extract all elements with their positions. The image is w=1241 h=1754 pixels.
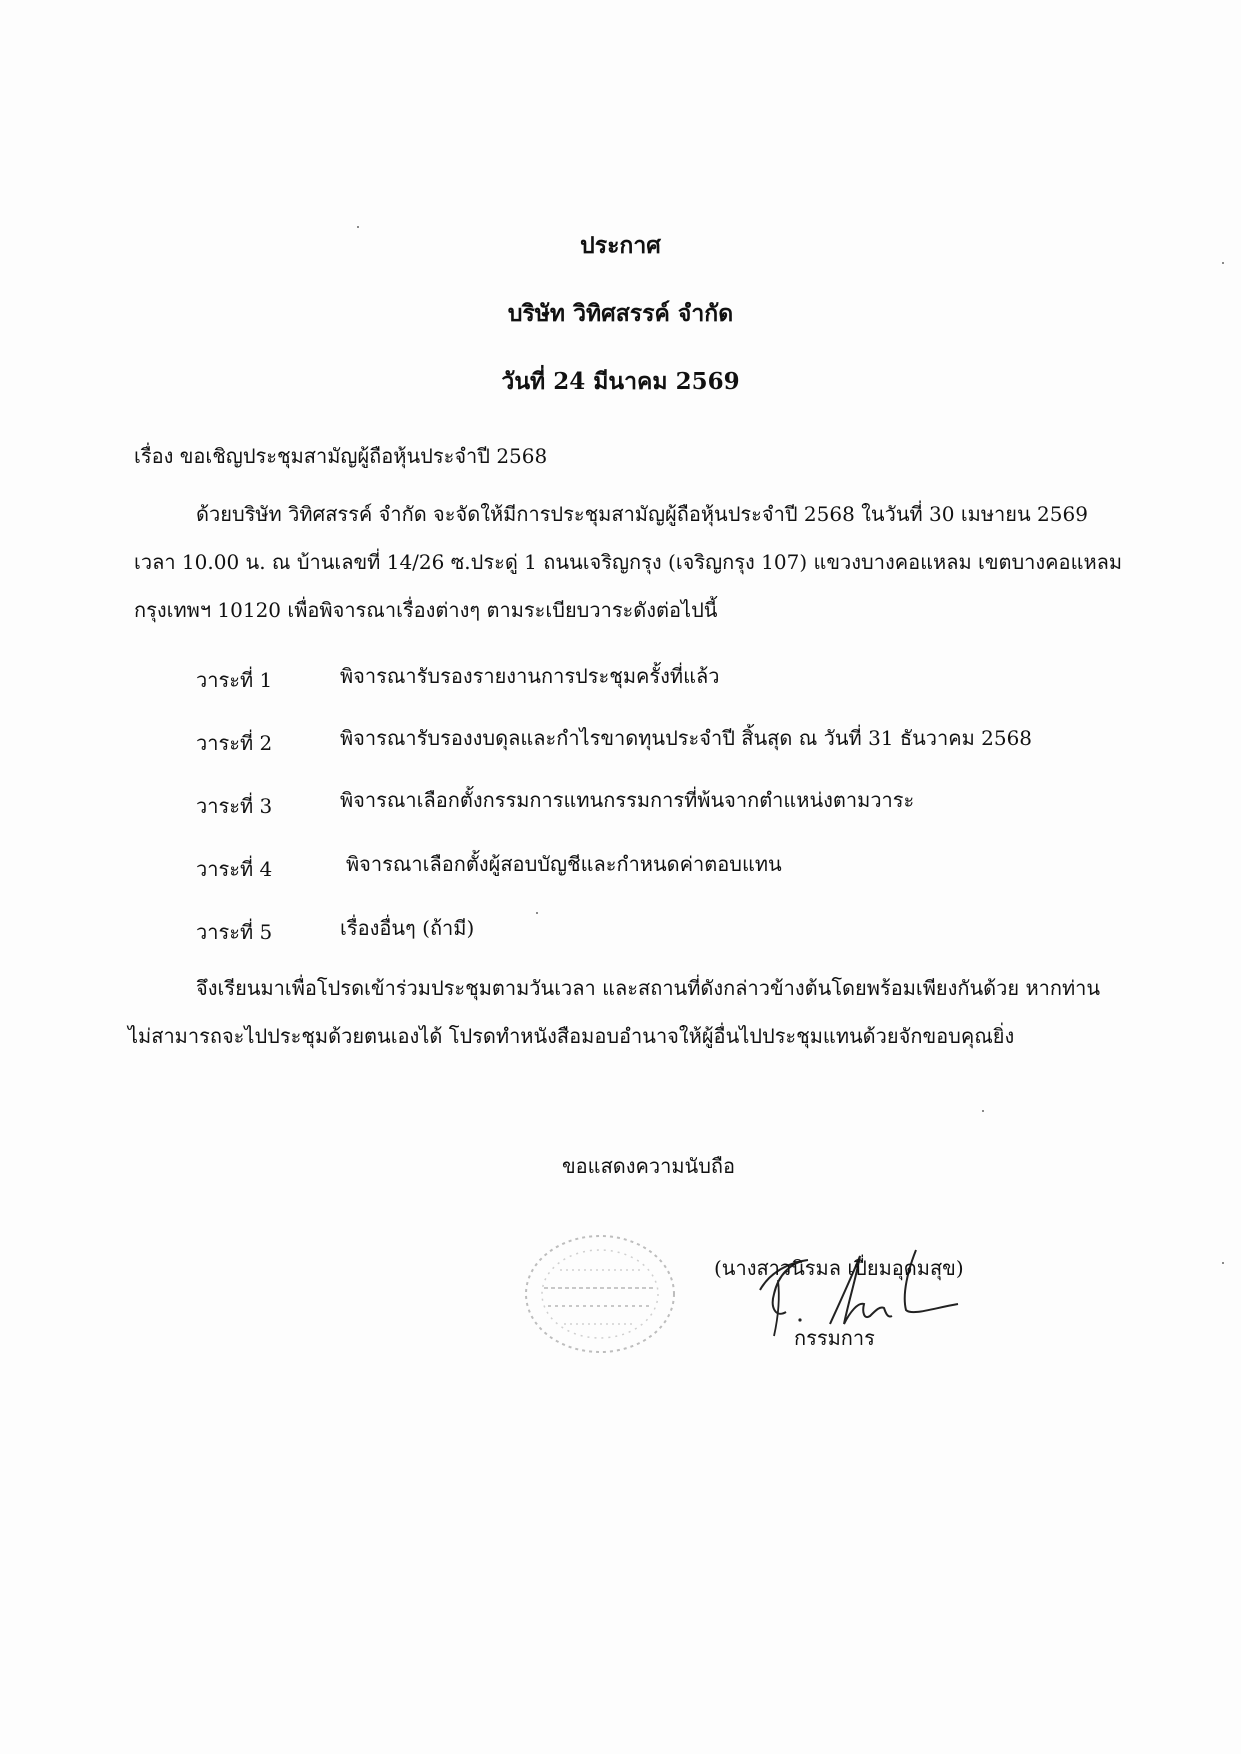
intro-line-3: กรุงเทพฯ 10120 เพื่อพิจารณาเรื่องต่างๆ ตามระเบียบวาระดังต่อไปนี้ — [134, 598, 718, 622]
signatory-name: (นางสาวนิรมล เปี่ยมอุดมสุข) — [714, 1256, 964, 1280]
closing-line-1: จึงเรียนมาเพื่อโปรดเข้าร่วมประชุมตามวันเวลา และสถานที่ดังกล่าวข้างต้นโดยพร้อมเพียงกันด้วย หากท่าน — [196, 976, 1101, 1000]
subject-line: เรื่อง ขอเชิญประชุมสามัญผู้ถือหุ้นประจำปี 2568 — [134, 444, 548, 468]
agenda-item-2: พิจารณารับรองงบดุลและกำไรขาดทุนประจำปี สิ้นสุด ณ วันที่ 31 ธันวาคม 2568 — [340, 726, 1033, 750]
document-title: ประกาศ — [580, 232, 661, 259]
agenda-label-1: วาระที่ 1 — [196, 668, 273, 692]
company-name: บริษัท วิทิศสรรค์ จำกัด — [507, 300, 734, 327]
intro-line-1: ด้วยบริษัท วิทิศสรรค์ จำกัด จะจัดให้มีการประชุมสามัญผู้ถือหุ้นประจำปี 2568 ในวันที่ 30 เมษายน 2569 — [196, 502, 1088, 526]
scan-speck — [982, 1110, 984, 1112]
agenda-label-5: วาระที่ 5 — [196, 920, 273, 944]
agenda-label-2: วาระที่ 2 — [196, 731, 273, 755]
scan-speck — [1222, 1262, 1224, 1264]
scan-speck — [357, 226, 359, 228]
agenda-label-3: วาระที่ 3 — [196, 794, 273, 818]
intro-line-2: เวลา 10.00 น. ณ บ้านเลขที่ 14/26 ซ.ประดู่ 1 ถนนเจริญกรุง (เจริญกรุง 107) แขวงบางคอแหลม เขตบางคอแหลม — [134, 550, 1123, 574]
agenda-item-5: เรื่องอื่นๆ (ถ้ามี) — [340, 916, 475, 940]
agenda-item-3: พิจารณาเลือกตั้งกรรมการแทนกรรมการที่พ้นจากตำแหน่งตามวาระ — [340, 788, 915, 812]
agenda-label-4: วาระที่ 4 — [196, 857, 273, 881]
company-stamp — [520, 1228, 680, 1358]
scan-speck — [1222, 262, 1224, 264]
document-date: วันที่ 24 มีนาคม 2569 — [501, 368, 740, 395]
signatory-position: กรรมการ — [794, 1326, 875, 1350]
regards-text: ขอแสดงความนับถือ — [562, 1154, 736, 1178]
closing-line-2: ไม่สามารถจะไปประชุมด้วยตนเองได้ โปรดทำหนังสือมอบอำนาจให้ผู้อื่นไปประชุมแทนด้วยจักขอบคุณยิ่ง — [128, 1024, 1015, 1048]
agenda-item-4: พิจารณาเลือกตั้งผู้สอบบัญชีและกำหนดค่าตอบแทน — [346, 852, 782, 876]
scan-speck — [536, 912, 538, 914]
agenda-item-1: พิจารณารับรองรายงานการประชุมครั้งที่แล้ว — [340, 664, 720, 688]
